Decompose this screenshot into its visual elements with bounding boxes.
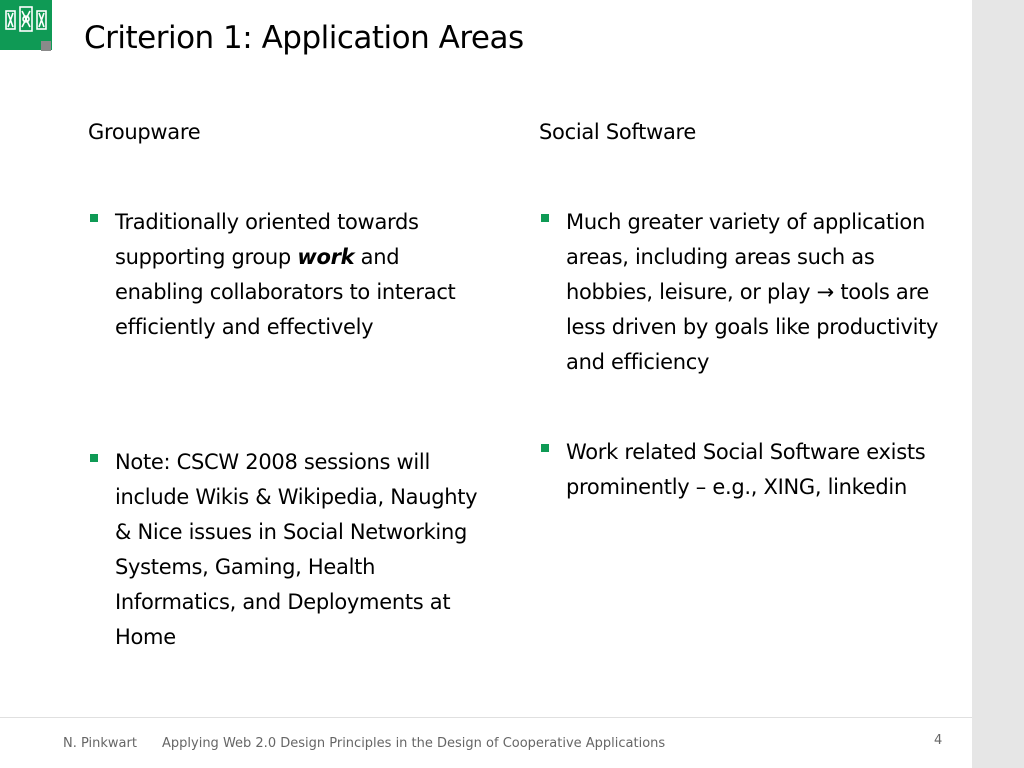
list-item [539, 205, 949, 380]
footer-presentation-title: Applying Web 2.0 Design Principles in the Design of Cooperative Applications [162, 736, 666, 751]
bullet-text: Work related Social Software exists prominently – e.g., XING, linkedin [566, 440, 926, 499]
footer-divider [0, 717, 972, 718]
page-number: 4 [934, 733, 943, 748]
bullet-text: Traditionally oriented towards supporting group work and enabling collaborators to interact efficiently and effectively [115, 210, 456, 339]
bullet-text: Note: CSCW 2008 sessions will include Wikis & Wikipedia, Naughty & Nice issues in Social Networking Systems, Gaming, Health Informatics, and Deployments at Home [115, 450, 478, 649]
right-margin-band [972, 0, 1024, 768]
list-item [88, 205, 488, 345]
footer-author: N. Pinkwart [63, 736, 137, 751]
social-software-heading: Social Software [539, 120, 697, 144]
square-bullet-icon [541, 444, 549, 452]
square-bullet-icon [90, 214, 98, 222]
slide-title: Criterion 1: Application Areas [84, 20, 524, 56]
square-bullet-icon [90, 454, 98, 462]
logo-emblem [3, 3, 49, 39]
list-item [539, 435, 949, 505]
groupware-heading: Groupware [88, 120, 201, 144]
emphasis-work: work [297, 245, 355, 269]
logo-square-icon [41, 41, 51, 51]
right-arrow-icon: → [816, 280, 834, 304]
list-item [88, 445, 488, 655]
square-bullet-icon [541, 214, 549, 222]
bullet-text: Much greater variety of application areas, including areas such as hobbies, leisure, or play → tools are less driven by goals like productivity and efficiency [566, 210, 939, 374]
